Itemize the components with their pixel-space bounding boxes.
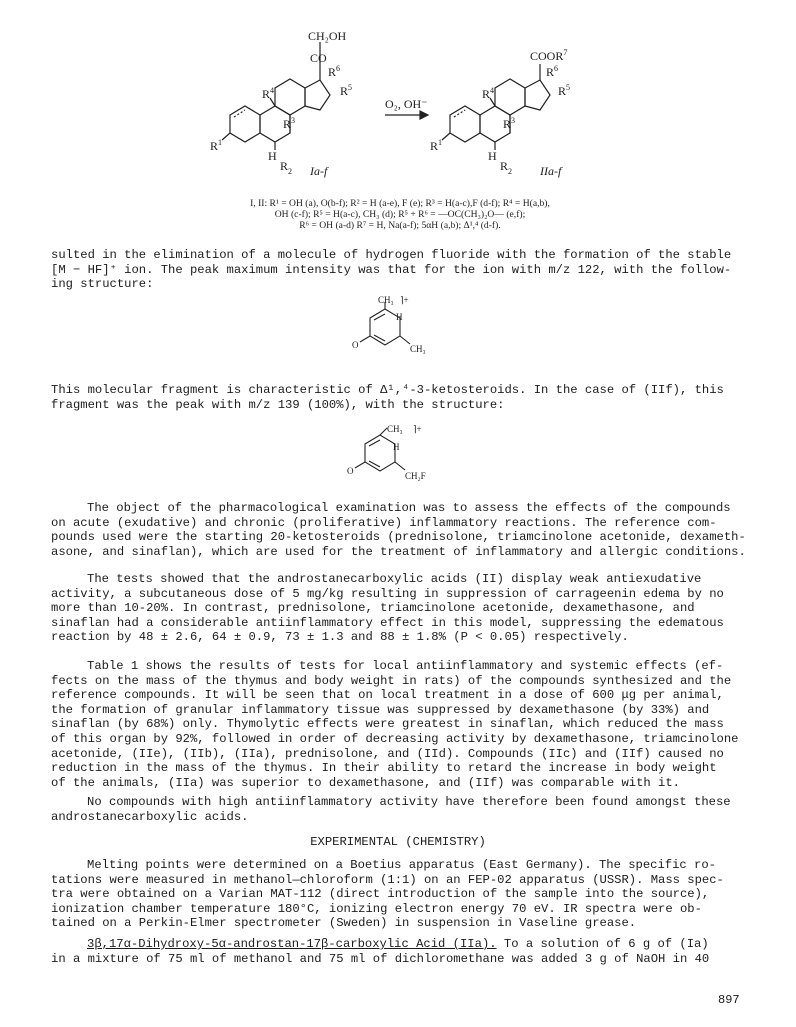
legend-line: I, II: R¹ = OH (a), O(b-f); R² = H (a-e), F (e); R³ = H(a-c),F (d-f); R⁴ = H(a,b), xyxy=(250,198,550,209)
text-line: pounds used were the starting 20-ketosteroids (prednisolone, triamcinolone acetonide, dexameth- xyxy=(51,530,746,545)
text-line: This molecular fragment is characteristic of Δ¹,⁴-3-ketosteroids. In the case of (IIf), this xyxy=(51,383,724,397)
paragraph-conclusion xyxy=(51,795,751,824)
o-label: O xyxy=(352,340,359,350)
compound-title: 3β,17α-Dihydroxy-5α-androstan-17β-carboxylic Acid (IIa). xyxy=(87,937,497,951)
ch3-label: CH₃ xyxy=(378,296,394,305)
right-r6-label: $R^6$ xyxy=(546,64,559,79)
fragment-structure-139 xyxy=(325,422,465,492)
paragraph-ms-fragmentation xyxy=(51,248,751,292)
right-compound-label: IIa-f xyxy=(540,164,562,178)
text-line: Table 1 shows the results of tests for local antiinflammatory and systemic effects (ef- xyxy=(87,659,724,673)
left-ch2oh-label: CH₂OH xyxy=(308,29,347,43)
right-cooh-label: COOR$^7$ xyxy=(530,48,568,63)
text-run: To a solution of 6 g of (Ia) xyxy=(496,937,709,951)
text-line: in a mixture of 75 ml of methanol and 75 ml of dichloromethane was added 3 g of NaOH in 40 xyxy=(51,951,710,966)
text-line: the formation of granular inflammatory tissue was suppressed by dexamethasone (by 33%) and xyxy=(51,702,710,717)
left-r5-label: $R^5$ xyxy=(340,83,353,98)
left-r4-label: $R^4$ xyxy=(262,86,275,101)
text-line: of this organ by 92%, followed in order of decreasing activity by dexamethasone, triamcinolone xyxy=(51,731,739,746)
charge-label: ⌉+ xyxy=(413,424,422,434)
text-line: activity, a subcutaneous dose of 5 mg/kg resulting in suppression of carrageenin edema by no xyxy=(51,586,724,601)
text-line: fragment was the peak with m/z 139 (100%), with the structure: xyxy=(51,397,505,412)
page-number: 897 xyxy=(718,993,740,1007)
paragraph-experimental-methods xyxy=(51,858,751,931)
fragment-structure-122 xyxy=(330,296,460,366)
text-line: tations were measured in methanol—chloroform (1:1) on an FEP-02 apparatus (USSR). Mass spec- xyxy=(51,872,724,887)
text-line: [M − HF]⁺ ion. The peak maximum intensity was that for the ion with m/z 122, with the follow- xyxy=(51,262,732,277)
text-line: on acute (exudative) and chronic (proliferative) inflammatory reactions. The reference com- xyxy=(51,515,717,530)
section-heading: EXPERIMENTAL (CHEMISTRY) xyxy=(310,835,486,849)
text-line: sinaflan (by 68%) only. Thymolytic effects were greatest in sinaflan, which reduced the mass xyxy=(51,717,724,732)
paragraph-synthesis-IIa xyxy=(51,937,751,966)
text-line xyxy=(51,937,751,952)
paragraph-antiexudative-results xyxy=(51,572,751,645)
text-line: tra were obtained on a Varian MAT-112 (direct introduction of the sample into the source), xyxy=(51,887,710,902)
charge-label: ⌉+ xyxy=(400,296,409,305)
text-line: sinaflan had a considerable antiinflammatory effect in this model, suppressing the edematous xyxy=(51,615,724,630)
paragraph-pharmacology-objective xyxy=(51,501,751,559)
h-label: H xyxy=(396,312,403,322)
text-line: more than 10-20%. In contrast, prednisolone, triamcinolone acetonide, dexamethasone, and xyxy=(51,601,695,616)
scheme-legend xyxy=(150,198,650,231)
reaction-scheme xyxy=(200,20,600,190)
left-compound-label: Ia-f xyxy=(310,164,328,178)
right-r1-label: $R^1$ xyxy=(430,138,443,153)
text-line: ing structure: xyxy=(51,277,154,292)
text-line: ionization chamber temperature 180°C, ionizing electron energy 70 eV. IR spectra were ob- xyxy=(51,901,702,916)
arrow-label: O₂, OH⁻ xyxy=(385,97,428,111)
paragraph-table1-results xyxy=(51,659,751,790)
text-line: asone, and sinaflan), which are used for the treatment of inflammatory and allergic conditions. xyxy=(51,544,746,559)
text-line: No compounds with high antiinflammatory activity have therefore been found amongst these xyxy=(87,795,731,809)
left-co-label: CO xyxy=(310,51,327,65)
text-line: tained on a Perkin-Elmer spectrometer (Sweden) in suspension in Vaseline grease. xyxy=(51,916,637,931)
right-r2-label: $R_2$ xyxy=(500,159,513,176)
text-line: reduction in the mass of the thymus. In their ability to retard the increase in body weight xyxy=(51,761,717,776)
left-r1-label: $R^1$ xyxy=(210,138,223,153)
text-line: androstanecarboxylic acids. xyxy=(51,809,249,824)
text-line: Melting points were determined on a Boetius apparatus (East Germany). The specific ro- xyxy=(87,858,716,872)
ch2f-label: CH₂F xyxy=(405,471,426,481)
ch3-label: CH₃ xyxy=(387,424,403,434)
text-line: of the animals, (IIa) was superior to dexamethasone, and (IIf) was comparable with it. xyxy=(51,775,680,790)
text-line: The object of the pharmacological examination was to assess the effects of the compounds xyxy=(87,501,731,515)
right-h-label: H xyxy=(488,149,497,163)
legend-line: R⁶ = OH (a-d) R⁷ = H, Na(a-f); 5αH (a,b); Δ¹,⁴ (d-f). xyxy=(299,220,501,231)
left-r3-label: $R^3$ xyxy=(283,116,296,131)
h-label: H xyxy=(393,442,400,452)
o-label: O xyxy=(347,466,354,476)
text-line: reaction by 48 ± 2.6, 64 ± 0.9, 73 ± 1.3 and 88 ± 1.8% (P < 0.05) respectively. xyxy=(51,630,629,645)
right-r3-label: $R^3$ xyxy=(503,116,516,131)
left-h-label: H xyxy=(268,149,277,163)
text-line: fects on the mass of the thymus and body weight in rats) of the compounds synthesized and the xyxy=(51,673,732,688)
right-r5-label: $R^5$ xyxy=(558,83,571,98)
ch3-label: CH₃ xyxy=(410,344,426,354)
left-r2-label: $R_2$ xyxy=(280,159,293,176)
paragraph-ketosteroid-fragment xyxy=(51,383,751,412)
right-r4-label: $R^4$ xyxy=(482,86,495,101)
text-line: reference compounds. It will be seen that on local treatment in a dose of 600 μg per animal, xyxy=(51,688,724,703)
text-line: sulted in the elimination of a molecule of hydrogen fluoride with the formation of the stable xyxy=(51,248,732,262)
legend-line: OH (c-f); R⁵ = H(a-c), CH₃ (d); R⁵ + R⁶ = —OC(CH₃)₂O— (e,f); xyxy=(274,209,526,220)
left-r6-label: $R^6$ xyxy=(328,64,341,79)
text-line: acetonide, (IIe), (IIb), (IIa), prednisolone, and (IId). Compounds (IIc) and (IIf) caused no xyxy=(51,746,724,761)
text-line: The tests showed that the androstanecarboxylic acids (II) display weak antiexudative xyxy=(87,572,702,586)
